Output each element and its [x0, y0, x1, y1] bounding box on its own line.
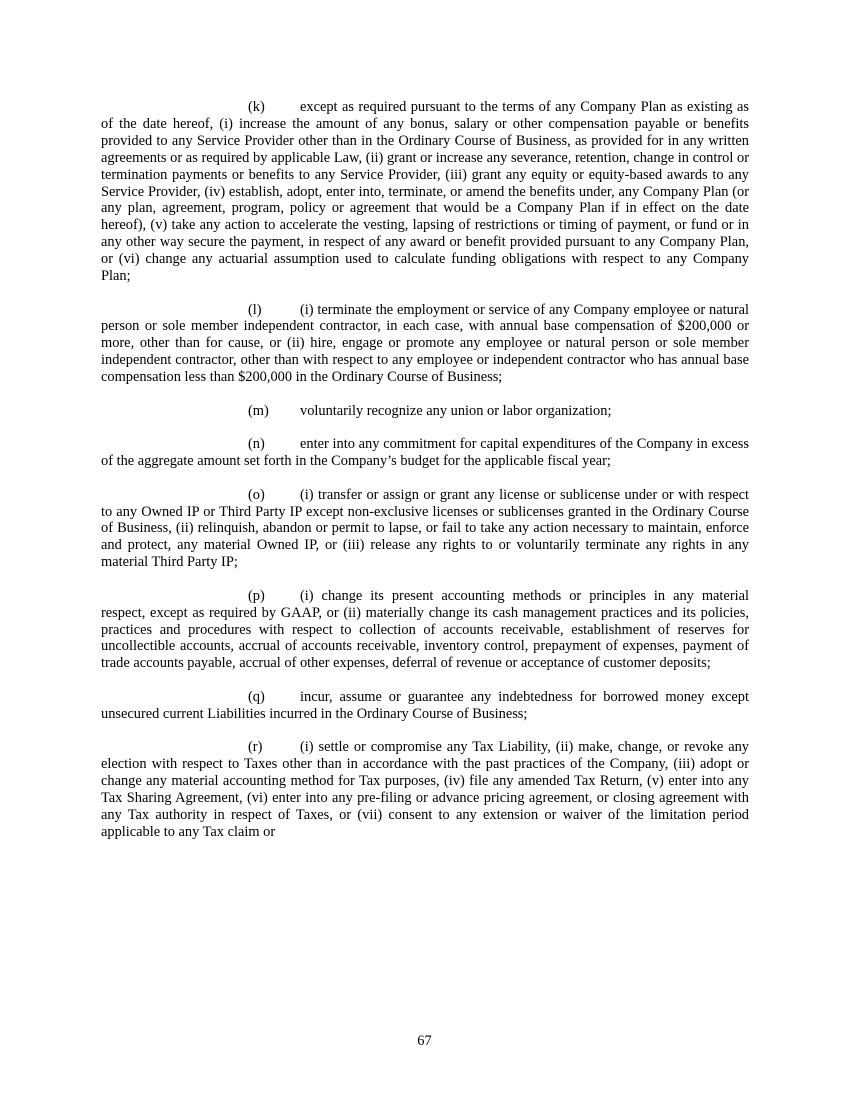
- clause-label: (k): [248, 99, 265, 115]
- clause-k: [101, 99, 749, 285]
- clause-label: (l): [248, 301, 262, 318]
- clause-text: except as required pursuant to the terms of any Company Plan as existing as of the date hereof, (i) increase the amount of any bonus, salary or other compensation payable or benefits provided to any Service Provider other than in the Ordinary Course of Business, as provided for in any written agreements or as required by applicable Law, (ii) grant or increase any severance, retention, change in control or termination payments or benefits to any Service Provider, (iii) grant any equity or equity-based awards to any Service Provider, (iv) establish, adopt, enter into, terminate, or amend the benefits under, any Company Plan (or any plan, agreement, program, policy or agreement that would be a Company Plan if in effect on the date hereof), (v) take any action to accelerate the vesting, lapsing of restrictions or timing of payment, or fund or in any other way secure the payment, in respect of any award or benefit provided pursuant to any Company Plan, or (vi) change any actuarial assumption used to calculate funding obligations with respect to any Company Plan;: [101, 99, 749, 285]
- clause-label: (n): [248, 436, 265, 453]
- clause-q: [101, 689, 749, 723]
- clause-text: (i) terminate the employment or service of any Company employee or natural person or sole member independent contractor, in each case, with annual base compensation of $200,000 or more, other than for cause, or (ii) hire, engage or promote any employee or natural person or sole member independent contractor, other than with respect to any employee or independent contractor who has annual base compensation less than $200,000 in the Ordinary Course of Business;: [101, 301, 749, 386]
- clause-l: [101, 302, 749, 387]
- clause-text: incur, assume or guarantee any indebtedness for borrowed money except unsecured current Liabilities incurred in the Ordinary Course of Business;: [101, 688, 749, 722]
- clause-text: enter into any commitment for capital expenditures of the Company in excess of the aggregate amount set forth in the Company’s budget for the applicable fiscal year;: [101, 436, 749, 470]
- clause-p: [101, 588, 749, 673]
- clause-label: (q): [248, 688, 265, 705]
- clause-n: [101, 436, 749, 470]
- clause-label: (r): [248, 739, 263, 756]
- clause-label: (p): [248, 587, 265, 604]
- clause-m: [101, 403, 749, 420]
- clause-text: voluntarily recognize any union or labor organization;: [300, 402, 612, 419]
- document-body: [101, 99, 749, 857]
- clause-text: (i) settle or compromise any Tax Liability, (ii) make, change, or revoke any election with respect to Taxes other than in accordance with the past practices of the Company, (iii) adopt or change any material accounting method for Tax purposes, (iv) file any amended Tax Return, (v) enter into any Tax Sharing Agreement, (vi) enter into any pre-filing or advance pricing agreement, or closing agreement with any Tax authority in respect of Taxes, or (vii) consent to any extension or waiver of the limitation period applicable to any Tax claim or: [101, 739, 749, 840]
- clause-text: (i) transfer or assign or grant any license or sublicense under or with respect to any Owned IP or Third Party IP except non-exclusive licenses or sublicenses granted in the Ordinary Course of Business, (ii) relinquish, abandon or permit to lapse, or fail to take any action necessary to maintain, enforce and protect, any material Owned IP, or (iii) release any rights to or voluntarily terminate any rights in any material Third Party IP;: [101, 486, 749, 571]
- clause-label: (m): [248, 402, 269, 419]
- clause-r: [101, 739, 749, 840]
- clause-label: (o): [248, 486, 265, 503]
- page-number: 67: [417, 1033, 432, 1049]
- clause-o: [101, 487, 749, 572]
- clause-text: (i) change its present accounting methods or principles in any material respect, except as required by GAAP, or (ii) materially change its cash management practices and its policies, practices and procedures with respect to collection of accounts receivable, establishment of reserves for uncollectible accounts, accrual of accounts receivable, inventory control, prepayment of expenses, payment of trade accounts payable, accrual of other expenses, deferral of revenue or acceptance of customer deposits;: [101, 587, 749, 672]
